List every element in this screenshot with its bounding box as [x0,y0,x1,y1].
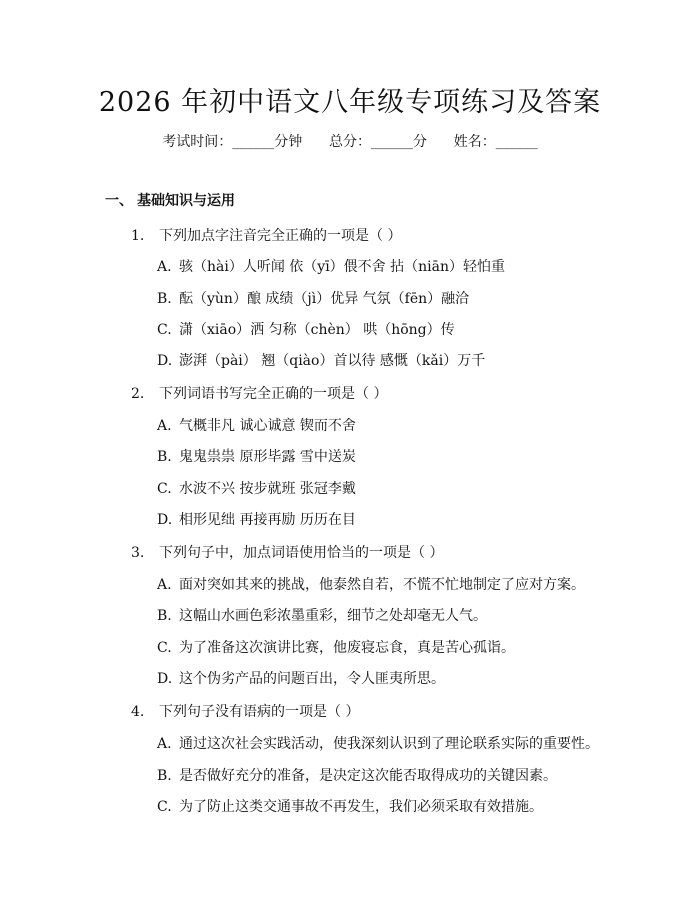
question-3-option-b [157,605,487,625]
question-number: 4. [131,704,145,720]
option-letter: C. [157,322,172,338]
question-1 [131,225,401,245]
option-letter: B. [157,449,172,465]
question-4-option-b [157,765,557,785]
option-text: 水波不兴 按步就班 张冠李戴 [179,481,356,497]
question-2 [131,383,387,403]
option-text: 为了准备这次演讲比赛，他废寝忘食，真是苦心孤诣。 [179,640,515,656]
question-2-option-b [157,446,356,466]
option-text: 酝（yùn）酿 成绩（jì）优异 气氛（fēn）融洽 [179,291,470,307]
option-letter: C. [157,640,172,656]
section-heading [105,190,235,210]
question-text: 下列句子中，加点词语使用恰当的一项是（ ） [159,545,444,561]
option-letter: D. [157,512,173,528]
option-text: 为了防止这类交通事故不再发生，我们必须采取有效措施。 [179,799,543,815]
question-3-option-c [157,637,515,657]
option-text: 澎湃（pài） 翘（qiào）首以待 感慨（kǎi）万千 [179,353,486,369]
question-1-option-b [157,288,469,308]
option-text: 是否做好充分的准备，是决定这次能否取得成功的关键因素。 [179,768,557,784]
page-title: 2026 年初中语文八年级专项练习及答案 [98,87,602,118]
question-text: 下列加点字注音完全正确的一项是（ ） [159,228,402,244]
question-text: 下列句子没有语病的一项是（ ） [159,704,360,720]
exam-info-line: 考试时间：______分钟 总分：______分 姓名：______ [162,134,538,150]
question-2-option-a [157,415,356,435]
question-1-option-c [157,319,455,339]
question-3 [131,542,443,562]
question-4 [131,701,359,721]
option-text: 这个伪劣产品的问题百出，令人匪夷所思。 [179,671,445,687]
option-letter: A. [157,736,172,752]
option-letter: D. [157,671,173,687]
question-number: 2. [131,386,145,402]
option-letter: D. [157,353,173,369]
option-text: 面对突如其来的挑战，他泰然自若，不慌不忙地制定了应对方案。 [179,577,585,593]
option-text: 鬼鬼祟祟 原形毕露 雪中送炭 [179,449,356,465]
question-3-option-a [157,574,585,594]
option-text: 骇（hài）人听闻 依（yī）偎不舍 拈（niān）轻怕重 [179,259,505,275]
question-4-option-c [157,796,543,816]
option-letter: A. [157,577,172,593]
option-letter: C. [157,799,172,815]
question-2-option-d [157,509,356,529]
section-number: 一、 [105,193,133,209]
option-text: 这幅山水画色彩浓墨重彩，细节之处却毫无人气。 [179,608,487,624]
option-letter: A. [157,259,172,275]
option-letter: B. [157,291,172,307]
option-letter: B. [157,768,172,784]
question-4-option-a [157,733,599,753]
question-2-option-c [157,478,356,498]
question-3-option-d [157,668,445,688]
question-1-option-d [157,350,485,370]
option-text: 气概非凡 诚心诚意 锲而不舍 [179,418,356,434]
option-text: 通过这次社会实践活动，使我深刻认识到了理论联系实际的重要性。 [179,736,599,752]
section-label: 基础知识与运用 [137,193,235,209]
option-text: 相形见绌 再接再励 历历在目 [179,512,356,528]
question-number: 3. [131,545,145,561]
question-text: 下列词语书写完全正确的一项是（ ） [159,386,388,402]
option-letter: B. [157,608,172,624]
option-letter: C. [157,481,172,497]
option-letter: A. [157,418,172,434]
option-text: 潇（xiāo）洒 匀称（chèn） 哄（hōng）传 [179,322,455,338]
question-1-option-a [157,256,505,276]
question-number: 1. [131,228,145,244]
